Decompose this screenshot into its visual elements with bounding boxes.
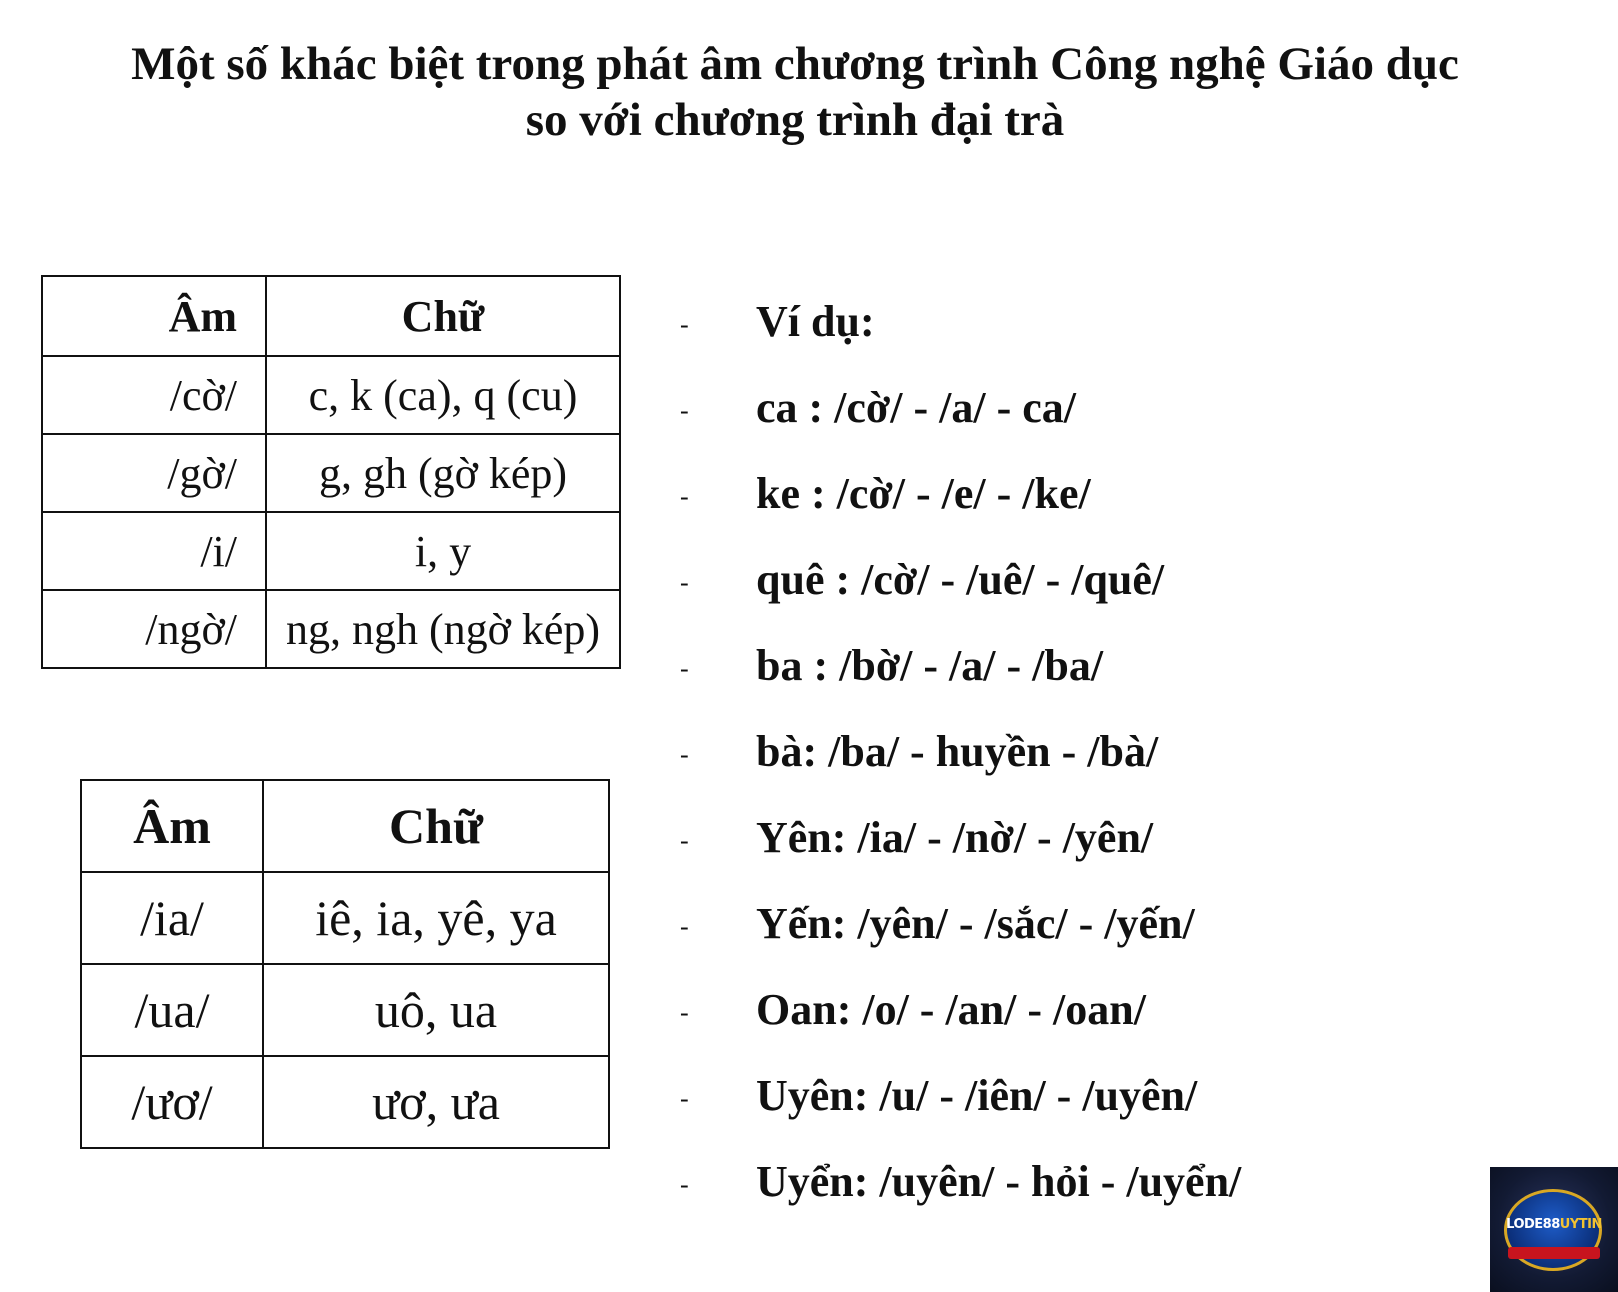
list-item: [680, 536, 1580, 622]
list-item: [680, 1052, 1580, 1138]
table-row: [42, 512, 620, 590]
example-text: Yên: /ia/ - /nờ/ - /yên/: [756, 812, 1154, 862]
logo-ribbon-icon: [1508, 1247, 1600, 1259]
table-row: [81, 964, 609, 1056]
list-item: [680, 622, 1580, 708]
bullet-dash: -: [680, 482, 689, 511]
watermark-logo: [1490, 1167, 1618, 1292]
bullet-dash: -: [680, 1084, 689, 1113]
consonant-table: [41, 275, 621, 669]
header-chu: Chữ: [266, 276, 620, 356]
cell-am: /cờ/: [42, 356, 266, 434]
list-item: [680, 966, 1580, 1052]
bullet-dash: -: [680, 912, 689, 941]
example-text: Oan: /o/ - /an/ - /oan/: [756, 984, 1146, 1034]
example-text: ba : /bờ/ - /a/ - /ba/: [756, 640, 1104, 690]
title-line-1: Một số khác biệt trong phát âm chương trình Công nghệ Giáo dục: [131, 38, 1459, 90]
bullet-dash: -: [680, 396, 689, 425]
logo-text: [1498, 1217, 1610, 1232]
table-row: [42, 434, 620, 512]
table-row: [42, 590, 620, 668]
list-item: [680, 364, 1580, 450]
cell-am: /gờ/: [42, 434, 266, 512]
list-item: [680, 1138, 1580, 1224]
table-header-row: [42, 276, 620, 356]
table-row: [81, 872, 609, 964]
example-text: ca : /cờ/ - /a/ - ca/: [756, 382, 1077, 432]
cell-am: /ua/: [81, 964, 263, 1056]
header-am: Âm: [81, 780, 263, 872]
header-am: Âm: [42, 276, 266, 356]
example-text: Ví dụ:: [756, 296, 875, 346]
cell-chu: iê, ia, yê, ya: [263, 872, 609, 964]
list-item: [680, 278, 1580, 364]
page-title: [0, 36, 1590, 148]
bullet-dash: -: [680, 826, 689, 855]
bullet-dash: -: [680, 998, 689, 1027]
bullet-dash: -: [680, 654, 689, 683]
example-text: Uyển: /uyên/ - hỏi - /uyển/: [756, 1156, 1242, 1206]
header-chu: Chữ: [263, 780, 609, 872]
bullet-dash: -: [680, 568, 689, 597]
list-item: [680, 708, 1580, 794]
logo-text-b: UYTIN: [1559, 1217, 1602, 1232]
example-text: quê : /cờ/ - /uê/ - /quê/: [756, 554, 1165, 604]
logo-text-a: LODE88: [1506, 1217, 1560, 1232]
table-row: [42, 356, 620, 434]
cell-chu: uô, ua: [263, 964, 609, 1056]
cell-chu: i, y: [266, 512, 620, 590]
list-item: [680, 450, 1580, 536]
cell-am: /ngờ/: [42, 590, 266, 668]
bullet-dash: -: [680, 1170, 689, 1199]
list-item: [680, 880, 1580, 966]
cell-chu: ươ, ưa: [263, 1056, 609, 1148]
title-line-2: so với chương trình đại trà: [525, 94, 1065, 146]
example-text: bà: /ba/ - huyền - /bà/: [756, 726, 1159, 776]
cell-am: /i/: [42, 512, 266, 590]
list-item: [680, 794, 1580, 880]
vowel-table: [80, 779, 610, 1149]
cell-am: /ươ/: [81, 1056, 263, 1148]
bullet-dash: -: [680, 310, 689, 339]
table-header-row: [81, 780, 609, 872]
cell-chu: g, gh (gờ kép): [266, 434, 620, 512]
example-text: ke : /cờ/ - /e/ - /ke/: [756, 468, 1091, 518]
example-text: Uyên: /u/ - /iên/ - /uyên/: [756, 1070, 1198, 1120]
cell-chu: ng, ngh (ngờ kép): [266, 590, 620, 668]
cell-chu: c, k (ca), q (cu): [266, 356, 620, 434]
cell-am: /ia/: [81, 872, 263, 964]
example-text: Yến: /yên/ - /sắc/ - /yến/: [756, 898, 1195, 948]
bullet-dash: -: [680, 740, 689, 769]
table-row: [81, 1056, 609, 1148]
example-list: [680, 278, 1580, 1224]
